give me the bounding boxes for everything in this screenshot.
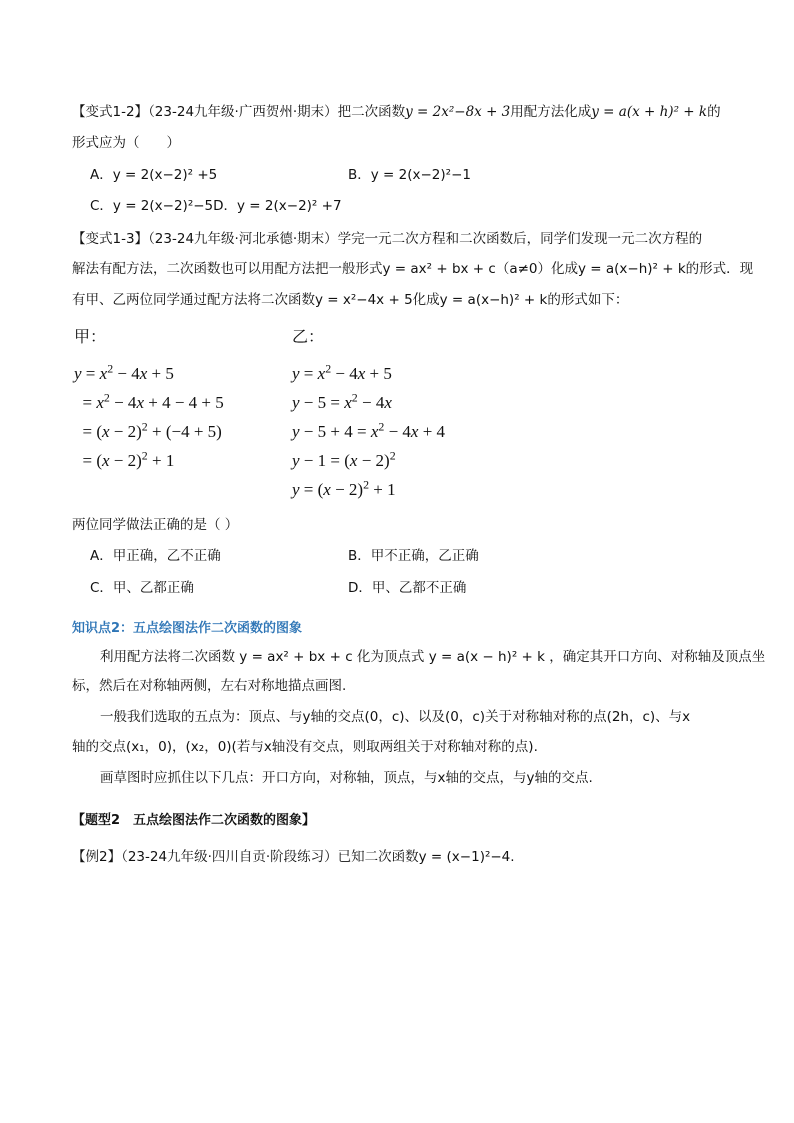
- knowledge-p1-line1: 利用配方法将二次函数 y = ax² + bx + c 化为顶点式 y = a(x − h)² + k ，确定其开口方向、对称轴及顶点坐: [100, 649, 766, 665]
- q12-option-cd: C．y = 2(x−2)²−5D．y = 2(x−2)² +7: [90, 198, 342, 214]
- ex2-source: （23-24九年级·四川自贡·阶段练习）: [121, 849, 338, 865]
- q13-question: 两位同学做法正确的是（ ）: [72, 517, 239, 533]
- q12-stem-c: 的: [707, 104, 721, 120]
- ex2-tag: 【例2】: [72, 849, 122, 865]
- q12-source: （23-24九年级·广西贺州·期末）: [148, 104, 338, 120]
- q12-stem-a: 把二次函数: [337, 104, 406, 120]
- jia-step-3: = $(x - 2)^2 + (-4 + 5)$: [74, 419, 222, 441]
- q13-option-a: A．甲正确，乙不正确: [90, 548, 221, 564]
- yi-step-3: $y - 5 + 4 = x^2 - 4x + 4$: [292, 419, 446, 441]
- yi-solution: [292, 324, 445, 504]
- q12-line2: 形式应为（ ）: [72, 135, 180, 151]
- q13-line3: 有甲、乙两位同学通过配方法将二次函数y = x²−4x + 5化成y = a(x−h)² + k的形式如下：: [72, 292, 629, 308]
- knowledge-p2-line2: 轴的交点(x₁，0)，(x₂，0)(若与x轴没有交点，则取两组关于对称轴对称的点).: [72, 739, 538, 755]
- knowledge-p2-line1: 一般我们选取的五点为：顶点、与y轴的交点(0，c)、以及(0，c)关于对称轴对称的点(2h，c)、与x: [100, 709, 691, 725]
- jia-step-1: $y = x^2 - 4x + 5$: [74, 361, 174, 383]
- q13-line1: [72, 229, 702, 249]
- yi-label: 乙：: [292, 327, 325, 346]
- q13-tag: 【变式1-3】: [72, 231, 149, 247]
- q12-option-a: A．y = 2(x−2)² +5: [90, 167, 218, 183]
- q12-option-b: B．y = 2(x−2)²−1: [348, 167, 471, 183]
- q13-option-b: B．甲不正确，乙正确: [348, 548, 479, 564]
- q12-target: y = a(x + h)² + k: [591, 104, 708, 120]
- jia-step-2: = $x^2 - 4x + 4 - 4 + 5$: [74, 390, 224, 412]
- knowledge-p1-line2: 标，然后在对称轴两侧，左右对称地描点画图.: [72, 678, 347, 694]
- knowledge-p3: 画草图时应抓住以下几点：开口方向，对称轴，顶点，与x轴的交点，与y轴的交点.: [100, 770, 593, 786]
- q13-line2: 解法有配方法，二次函数也可以用配方法把一般形式y = ax² + bx + c（a≠0）化成y = a(x−h)² + k的形式．现: [72, 261, 754, 277]
- knowledge-title: 知识点2：五点绘图法作二次函数的图象: [72, 621, 303, 636]
- q12-tag: 【变式1-2】: [72, 104, 149, 120]
- jia-solution: [74, 324, 224, 475]
- q12-stem-b: 用配方法化成: [510, 104, 592, 120]
- jia-step-4: = $(x - 2)^2 + 1$: [74, 448, 175, 470]
- yi-step-5: $y = (x - 2)^2 + 1$: [292, 477, 396, 499]
- ex2-line: [72, 847, 515, 867]
- type2-title: 【题型2 五点绘图法作二次函数的图象】: [72, 813, 316, 828]
- q13-option-c: C．甲、乙都正确: [90, 580, 194, 596]
- q13-line1-rest: 学完一元二次方程和二次函数后，同学们发现一元二次方程的: [337, 231, 703, 247]
- yi-step-4: $y - 1 = (x - 2)^2$: [292, 448, 396, 470]
- yi-step-2: $y - 5 = x^2 - 4x$: [292, 390, 392, 412]
- q13-source: （23-24九年级·河北承德·期末）: [148, 231, 338, 247]
- q13-option-d: D．甲、乙都不正确: [348, 580, 467, 596]
- q12-func: y = 2x²−8x + 3: [405, 104, 511, 120]
- q12-line1: [72, 102, 721, 122]
- yi-step-1: $y = x^2 - 4x + 5$: [292, 361, 392, 383]
- jia-label: 甲：: [74, 327, 107, 346]
- ex2-stem: 已知二次函数y = (x−1)²−4.: [337, 849, 515, 865]
